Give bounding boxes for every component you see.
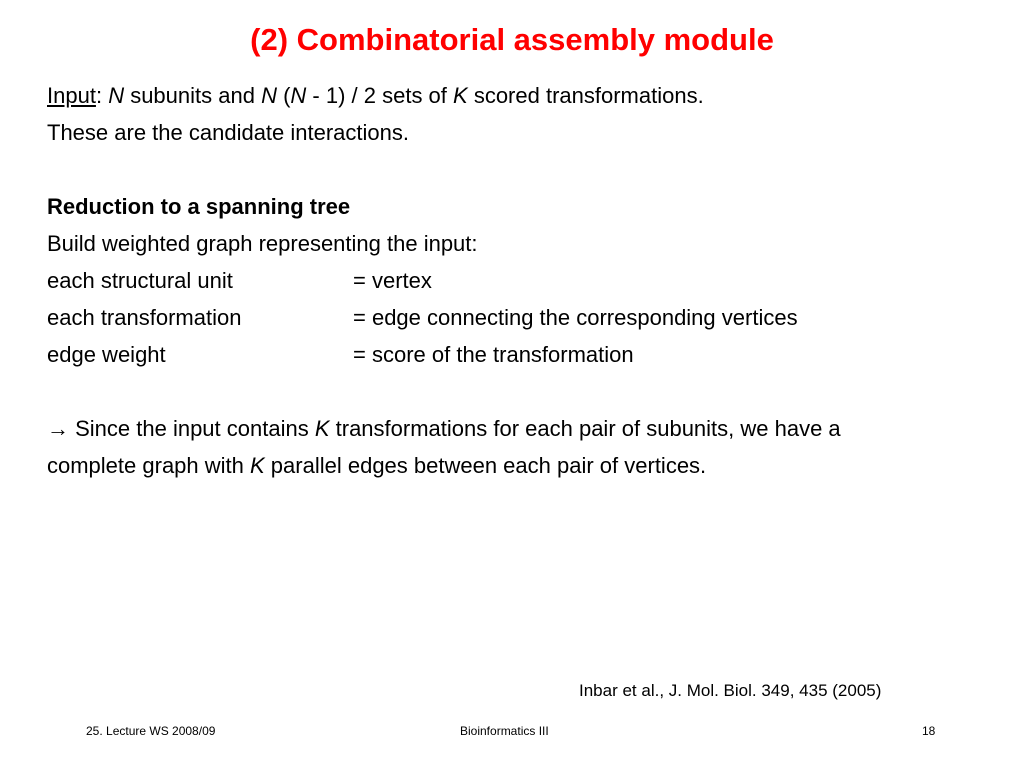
mapping-definition: = score of the transformation — [353, 342, 634, 367]
mapping-definition: = edge connecting the corresponding vertices — [353, 305, 798, 330]
conclusion-text-4: parallel edges between each pair of vertices. — [264, 453, 707, 478]
input-text-1: subunits and — [124, 83, 262, 108]
slide-title: (2) Combinatorial assembly module — [250, 22, 774, 57]
var-n: N — [290, 83, 307, 108]
page-number: 18 — [922, 724, 936, 738]
graph-intro: Build weighted graph representing the input: — [47, 231, 478, 256]
section-heading: Reduction to a spanning tree — [47, 194, 351, 219]
conclusion-text-3: complete graph with — [47, 453, 250, 478]
conclusion-text-2: transformations for each pair of subunits, we have a — [329, 416, 841, 441]
input-text-2: ( — [276, 83, 291, 108]
right-arrow-icon: → — [47, 416, 69, 441]
spacer — [47, 151, 1007, 188]
mapping-row — [47, 299, 1007, 336]
input-text-3: - 1) / 2 sets of — [306, 83, 454, 108]
var-k: K — [314, 416, 330, 441]
mapping-term: each transformation — [47, 305, 242, 330]
footer-lecture: 25. Lecture WS 2008/09 — [86, 724, 216, 738]
input-label: Input — [47, 83, 96, 108]
citation: Inbar et al., J. Mol. Biol. 349, 435 (2005) — [579, 681, 882, 700]
slide-body — [47, 77, 1007, 484]
input-text-4: scored transformations. — [467, 83, 704, 108]
mapping-term: each structural unit — [47, 268, 233, 293]
conclusion-text-1: Since the input contains — [69, 416, 315, 441]
conclusion-line-1 — [47, 410, 1007, 447]
spacer — [47, 373, 1007, 410]
input-colon: : — [95, 83, 103, 108]
mapping-row — [47, 336, 1007, 373]
var-n: N — [261, 83, 277, 108]
conclusion-line-2 — [47, 447, 1007, 484]
var-n: N — [108, 83, 125, 108]
footer-course: Bioinformatics III — [460, 724, 549, 738]
mapping-definition: = vertex — [353, 268, 432, 293]
mapping-term: edge weight — [47, 342, 166, 367]
var-k: K — [250, 453, 265, 478]
mapping-row — [47, 262, 1007, 299]
var-k: K — [453, 83, 468, 108]
candidates-line: These are the candidate interactions. — [47, 120, 410, 145]
input-line — [47, 77, 1007, 114]
